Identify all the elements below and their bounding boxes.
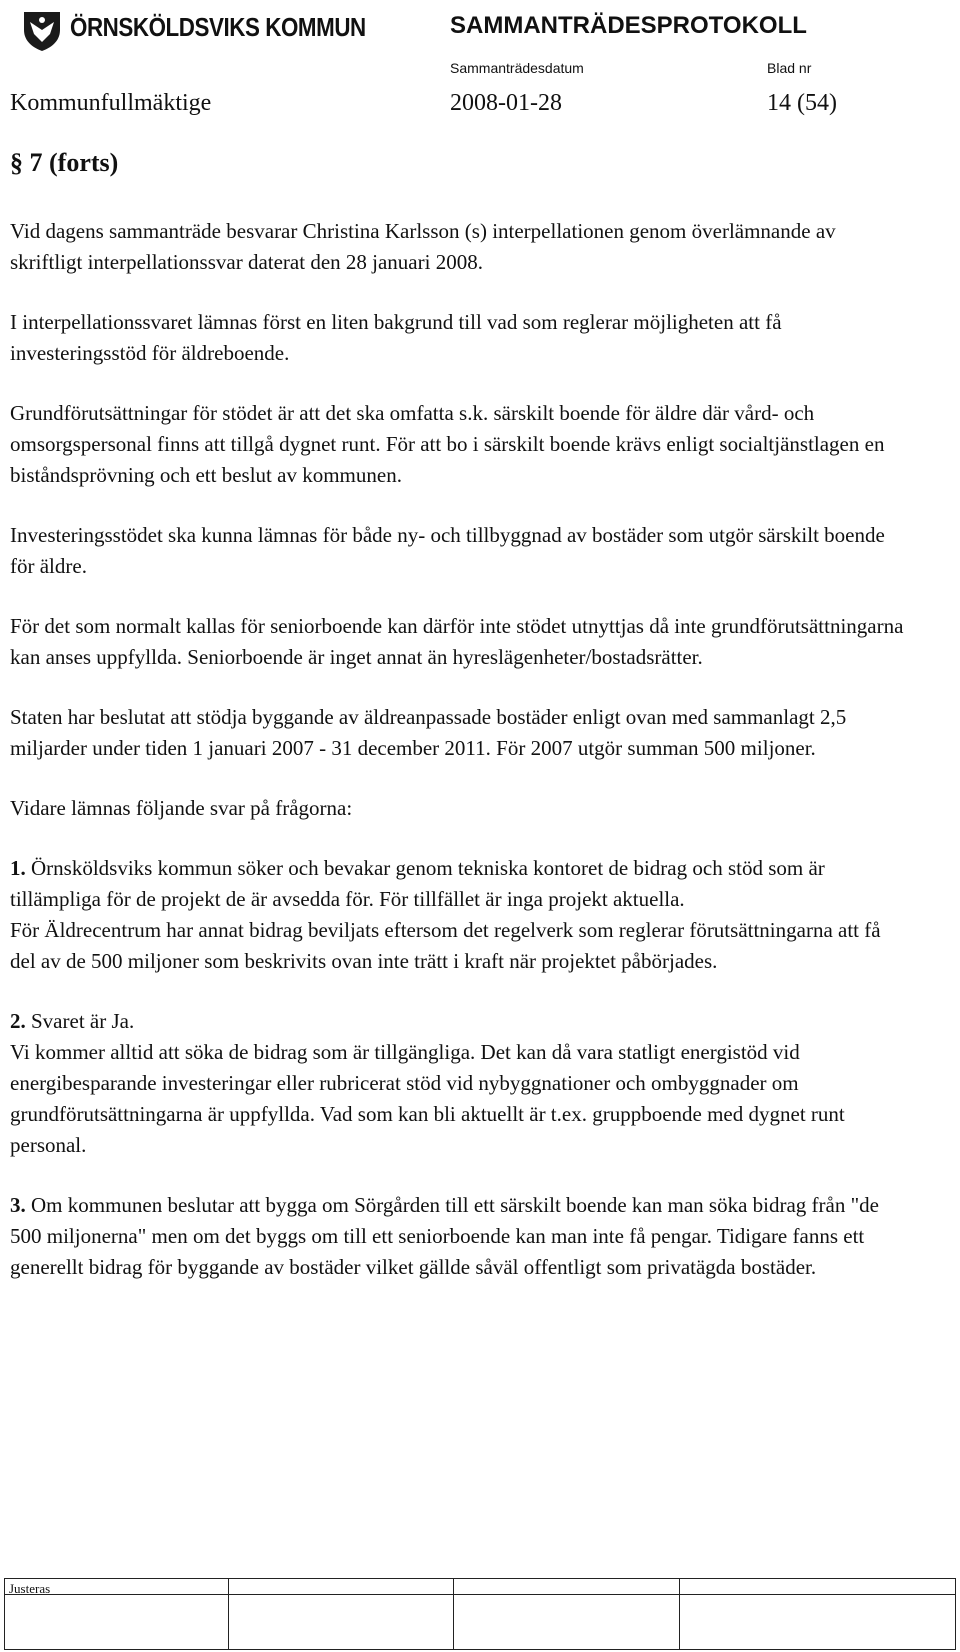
- signature-divider: [4, 1594, 956, 1595]
- municipality-crest-icon: [20, 8, 64, 52]
- justeras-label: Justeras: [9, 1581, 51, 1596]
- answer-number: 1.: [10, 856, 26, 880]
- date-label: Sammanträdesdatum: [450, 60, 584, 76]
- document-title: SAMMANTRÄDESPROTOKOLL: [450, 12, 807, 39]
- answer-number: 3.: [10, 1193, 26, 1217]
- paragraph: Investeringsstödet ska kunna lämnas för både ny- och tillbyggnad av bostäder som utgör särskilt boende för äldre.: [10, 523, 885, 578]
- paragraph: Vidare lämnas följande svar på frågorna:: [10, 796, 353, 820]
- signature-cell: [229, 1579, 455, 1649]
- signature-cell: [5, 1579, 229, 1649]
- paragraph: Vid dagens sammanträde besvarar Christina Karlsson (s) interpellationen genom överlämnande av skriftligt interpellationssvar daterat den 28 januari 2008.: [10, 219, 836, 274]
- paragraph: Staten har beslutat att stödja byggande av äldreanpassade bostäder enligt ovan med sammanlagt 2,5 miljarder under tiden 1 januari 2007 - 31 december 2011. För 2007 utgör summan 500 miljoner.: [10, 705, 847, 760]
- page-number: 14 (54): [767, 90, 837, 116]
- body-name: Kommunfullmäktige: [10, 90, 212, 116]
- signature-cell: [454, 1579, 680, 1649]
- meeting-date: 2008-01-28: [450, 90, 562, 116]
- answer-text: Svaret är Ja.: [31, 1009, 135, 1033]
- answer-1-continuation: För Äldrecentrum har annat bidrag beviljats eftersom det regelverk som reglerar förutsättningarna att få del av de 500 miljoner som beskrivits ovan inte trätt i kraft när projektet påbörjades.: [10, 918, 881, 973]
- answer-2: [10, 1006, 910, 1037]
- answer-text: Örnsköldsviks kommun söker och bevakar genom tekniska kontoret de bidrag och stöd som är tillämpliga för de projekt de är avsedda för. För tillfället är inga projekt aktuella.: [10, 856, 825, 911]
- answer-2-continuation: Vi kommer alltid att söka de bidrag som är tillgängliga. Det kan då vara statligt energistöd vid energibesparande investeringar eller rubricerat stöd vid nybyggnationer och ombyggnader om grundförutsättningarna är uppfyllda. Vad som kan bli aktuellt är t.ex. gruppboende med dygnet runt personal.: [10, 1040, 845, 1157]
- page-label: Blad nr: [767, 60, 812, 76]
- paragraph: Grundförutsättningar för stödet är att det ska omfatta s.k. särskilt boende för äldre där vård- och omsorgspersonal finns att tillgå dygnet runt. För att bo i särskilt boende krävs enligt socialtjänstlagen en biståndsprövning och ett beslut av kommunen.: [10, 401, 885, 487]
- answer-3: [10, 1190, 910, 1283]
- organization-name: ÖRNSKÖLDSVIKS KOMMUN: [70, 12, 366, 42]
- signature-table: [4, 1578, 956, 1650]
- section-title: § 7 (forts): [10, 148, 119, 177]
- paragraph: I interpellationssvaret lämnas först en liten bakgrund till vad som reglerar möjligheten att få investeringsstöd för äldreboende.: [10, 310, 782, 365]
- answer-number: 2.: [10, 1009, 26, 1033]
- paragraph: För det som normalt kallas för seniorboende kan därför inte stödet utnyttjas då inte grundförutsättningarna kan anses uppfyllda. Seniorboende är inget annat än hyreslägenheter/bostadsrätter.: [10, 614, 904, 669]
- answer-1: [10, 853, 910, 915]
- answer-text: Om kommunen beslutar att bygga om Sörgården till ett särskilt boende kan man söka bidrag från "de 500 miljonerna" men om det byggs om till ett seniorboende kan man inte få pengar. Tidigare fanns ett generellt bidrag för byggande av bostäder vilket gällde såväl offentligt som privatägda bostäder.: [10, 1193, 879, 1279]
- signature-cell: [680, 1579, 955, 1649]
- document-body: [10, 216, 910, 1312]
